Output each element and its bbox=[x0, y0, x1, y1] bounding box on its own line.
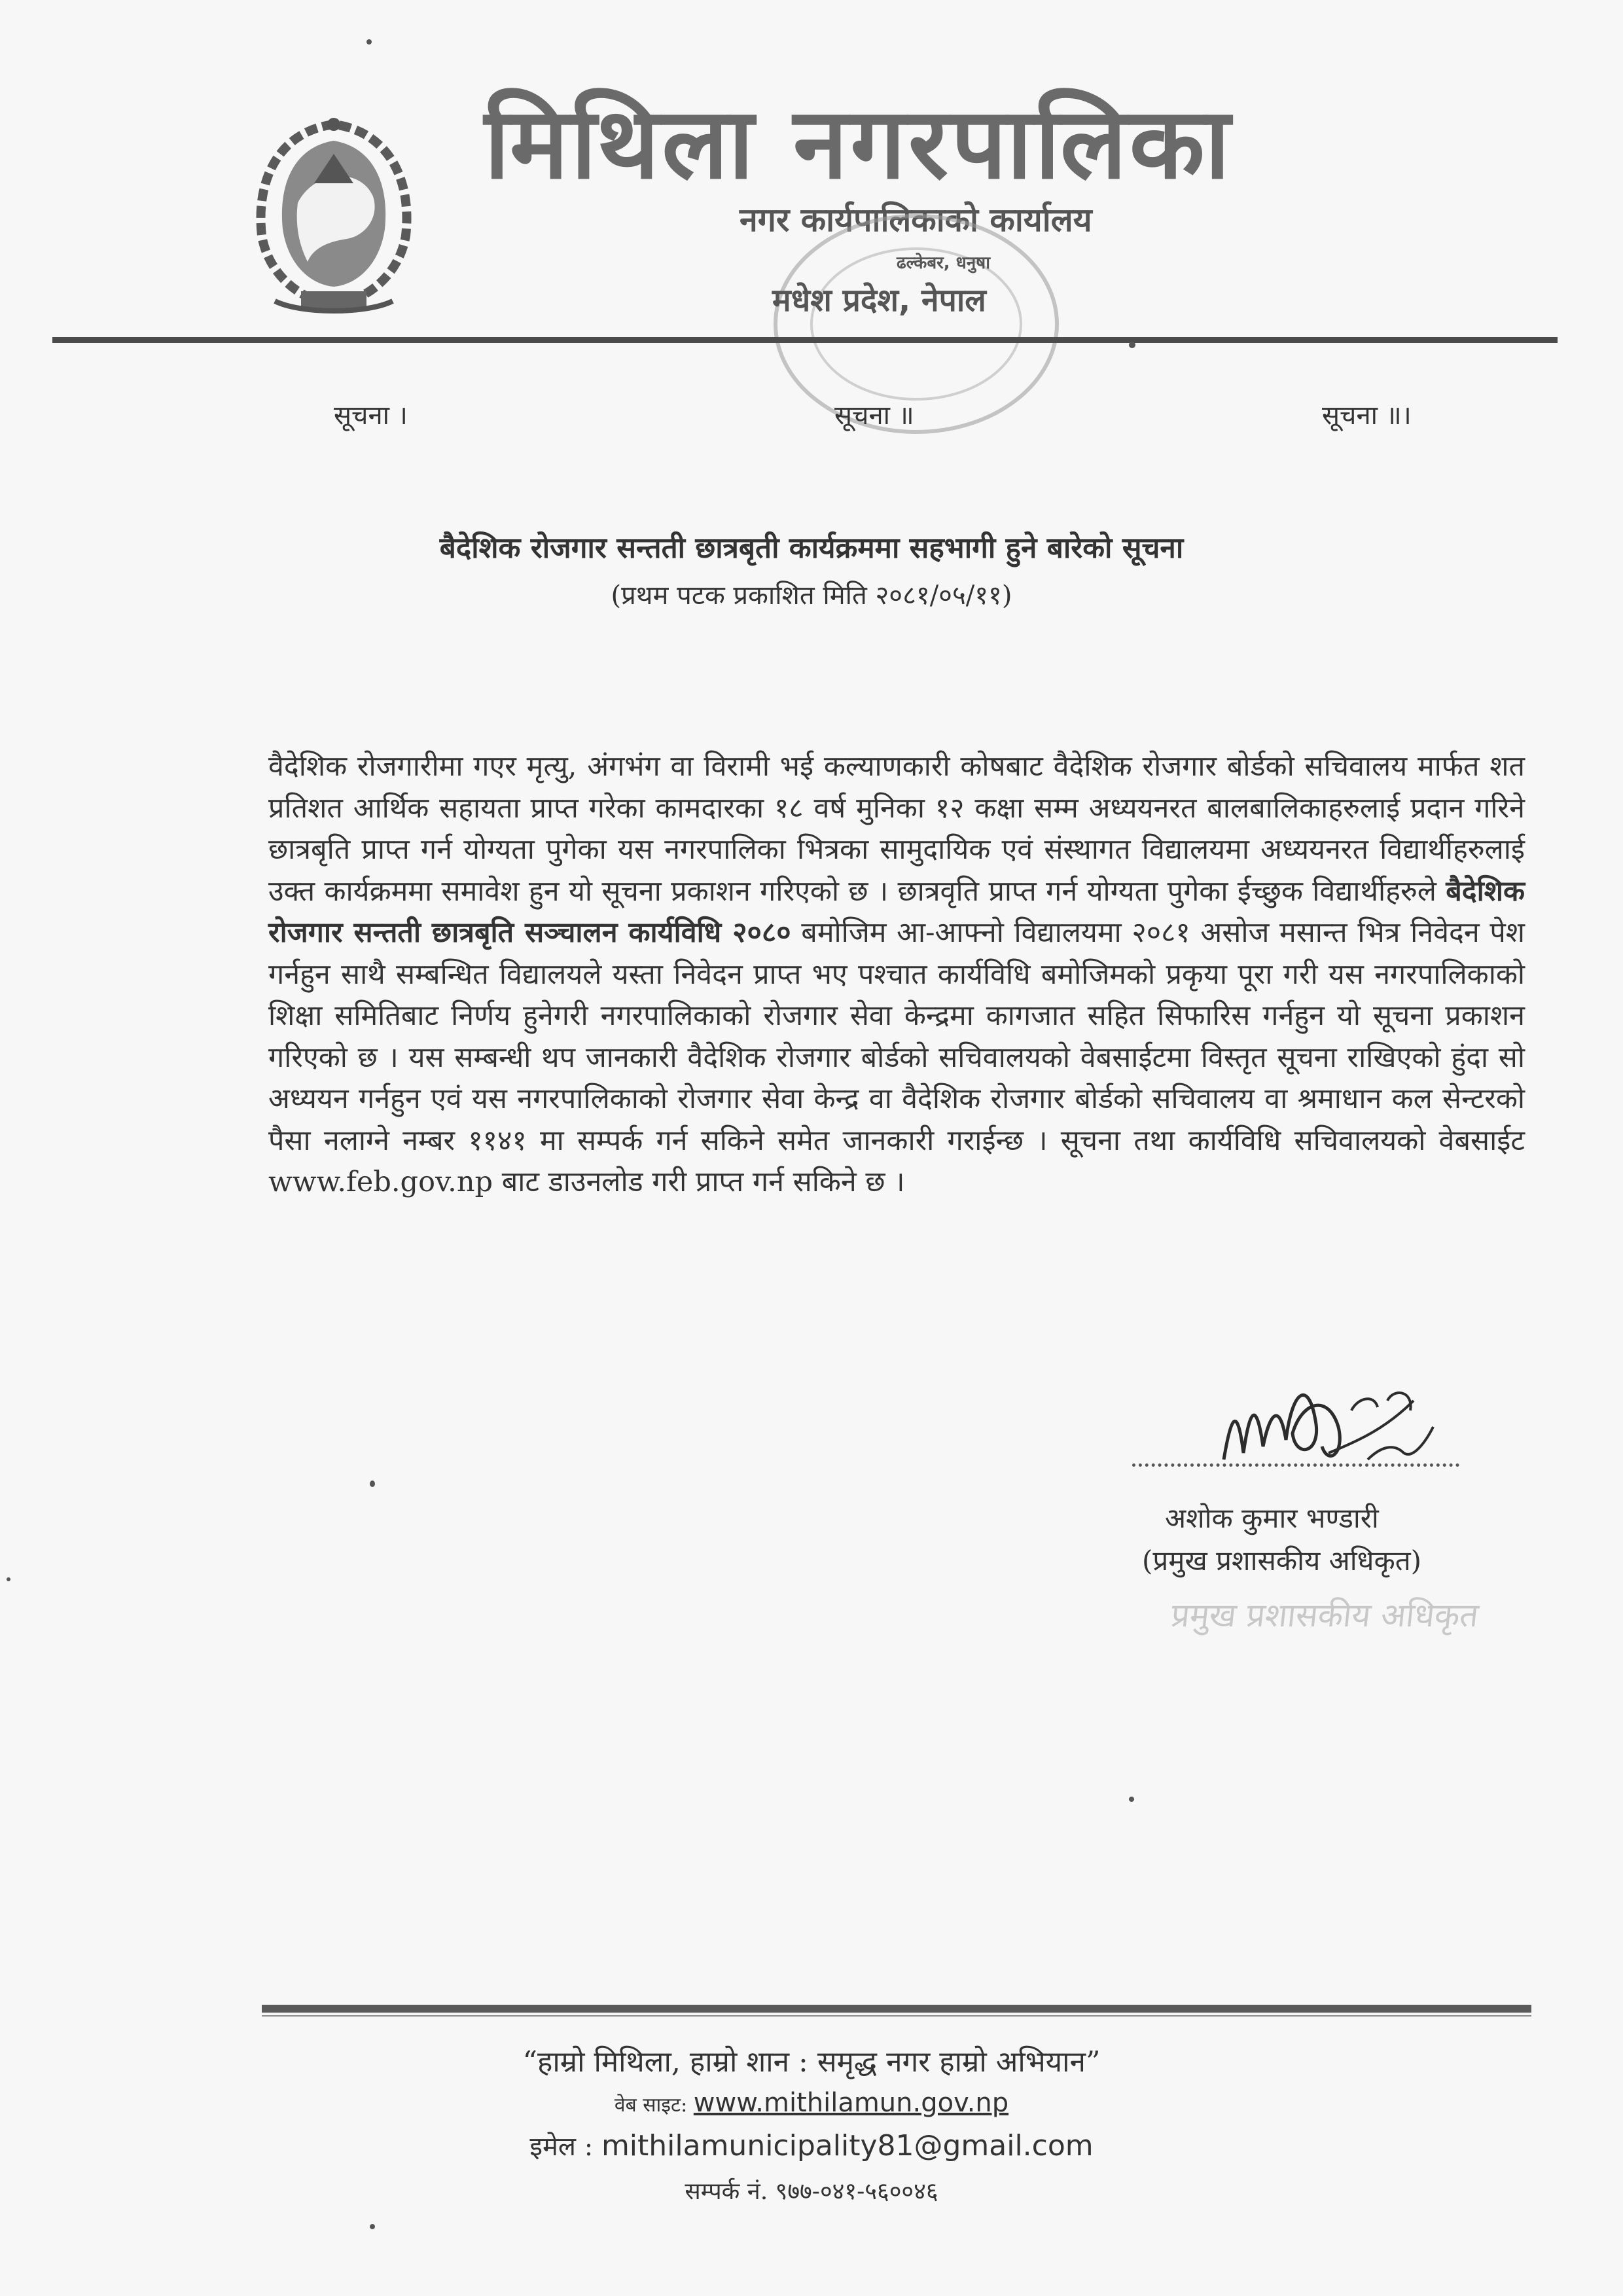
email-label: इमेल : bbox=[529, 2132, 594, 2162]
scan-speck bbox=[370, 2224, 375, 2229]
notice-body bbox=[268, 746, 1525, 1204]
scan-speck bbox=[7, 1577, 10, 1581]
footer-divider-thin bbox=[262, 2015, 1531, 2017]
notice-label-1: सूचना । bbox=[334, 401, 408, 431]
scan-speck bbox=[366, 39, 372, 45]
footer-divider bbox=[262, 2005, 1531, 2013]
website-label: वेब साइट: bbox=[614, 2094, 688, 2117]
signature-icon bbox=[1217, 1361, 1446, 1492]
website-link[interactable]: www.mithilamun.gov.np bbox=[693, 2088, 1009, 2118]
scan-speck bbox=[1129, 1797, 1134, 1802]
email-address[interactable]: mithilamunicipality81@gmail.com bbox=[601, 2129, 1094, 2162]
signatory-title: (प्रमुख प्रशासकीय अधिकृत) bbox=[1142, 1545, 1422, 1577]
header-divider bbox=[52, 337, 1558, 343]
municipality-title: मिथिला नगरपालिका bbox=[484, 87, 1233, 201]
published-date: (प्रथम पटक प्रकाशित मिति २०८१/०५/११) bbox=[611, 581, 1012, 611]
notice-label-3: सूचना ॥। bbox=[1322, 401, 1412, 431]
footer-slogan: “हाम्रो मिथिला, हाम्रो शान : समृद्ध नगर हाम्रो अभियान” bbox=[522, 2045, 1101, 2079]
signatory-name: अशोक कुमार भण्डारी bbox=[1165, 1502, 1379, 1534]
office-subtitle: नगर कार्यपालिकाको कार्यालय bbox=[740, 201, 1092, 239]
body-bold-procedure-name: बैदेशिक रोजगार सन्तती छात्रबृति सञ्चालन कार्यविधि २०८० bbox=[268, 874, 1525, 949]
office-stamp-icon bbox=[766, 206, 1067, 442]
footer-phone: सम्पर्क नं. ९७७-०४१-५६००४६ bbox=[685, 2178, 938, 2205]
body-text-part-1: वैदेशिक रोजगारीमा गएर मृत्यु, अंगभंग वा विरामी भई कल्याणकारी कोषबाट वैदेशिक रोजगार बोर्डको सचिवालय मार्फत शत प्रतिशत आर्थिक सहायता प्राप्त गरेका कामदारका १८ वर्ष मुनिका १२ कक्षा सम्म अध्ययनरत बालबालिकाहरुलाई प्रदान गरिने छात्रबृति प्राप्त गर्न योग्यता पुगेका यस नगरपालिका भित्रका सामुदायिक एवं संस्थागत विद्यालयमा अध्ययनरत विद्यार्थीहरुलाई उक्त कार्यक्रममा समावेश हुन यो सूचना प्रकाशन गरिएको छ । छात्रवृति प्राप्त गर्न योग्यता पुगेका ईच्छुक विद्यार्थीहरुले bbox=[268, 750, 1525, 908]
nepal-emblem-icon bbox=[236, 105, 432, 321]
scan-speck bbox=[1129, 342, 1135, 348]
address-line-2: मधेश प्रदेश, नेपाल bbox=[772, 282, 986, 319]
signature-line bbox=[1132, 1463, 1459, 1467]
notice-label-2: सूचना ॥ bbox=[834, 401, 914, 431]
address-line-1: ढल्केबर, धनुषा bbox=[897, 253, 990, 273]
scan-speck bbox=[370, 1480, 375, 1487]
subject-heading: बैदेशिक रोजगार सन्तती छात्रबृती कार्यक्रममा सहभागी हुने बारेको सूचना bbox=[439, 531, 1184, 565]
designation-stamp: प्रमुख प्रशासकीय अधिकृत bbox=[1169, 1596, 1481, 1634]
body-text-part-2: बमोजिम आ-आफ्नो विद्यालयमा २०८१ असोज मसान्त भित्र निवेदन पेश गर्नहुन साथै सम्बन्धित विद्यालयले यस्ता निवेदन प्राप्त भए पश्चात कार्यविधि बमोजिमको प्रकृया पूरा गरी यस नगरपालिकाको शिक्षा समितिबाट निर्णय हुनेगरी नगरपालिकाको रोजगार सेवा केन्द्रमा कागजात सहित सिफारिस गर्नहुन यो सूचना प्रकाशन गरिएको छ । यस सम्बन्धी थप जानकारी वैदेशिक रोजगार बोर्डको सचिवालयको वेबसाईटमा विस्तृत सूचना राखिएको हुंदा सो अध्ययन गर्नहुन एवं यस नगरपालिकाको रोजगार सेवा केन्द्र वा वैदेशिक रोजगार बोर्डको सचिवालय वा श्रमाधान कल सेन्टरको पैसा नलाग्ने नम्बर ११४१ मा सम्पर्क गर्न सकिने समेत जानकारी गराईन्छ । सूचना तथा कार्यविधि सचिवालयको वेबसाईट www.feb.gov.np बाट डाउनलोड गरी प्राप्त गर्न सकिने छ । bbox=[268, 916, 1525, 1198]
footer-email-row bbox=[0, 2127, 1623, 2163]
footer-website-row bbox=[0, 2088, 1623, 2118]
